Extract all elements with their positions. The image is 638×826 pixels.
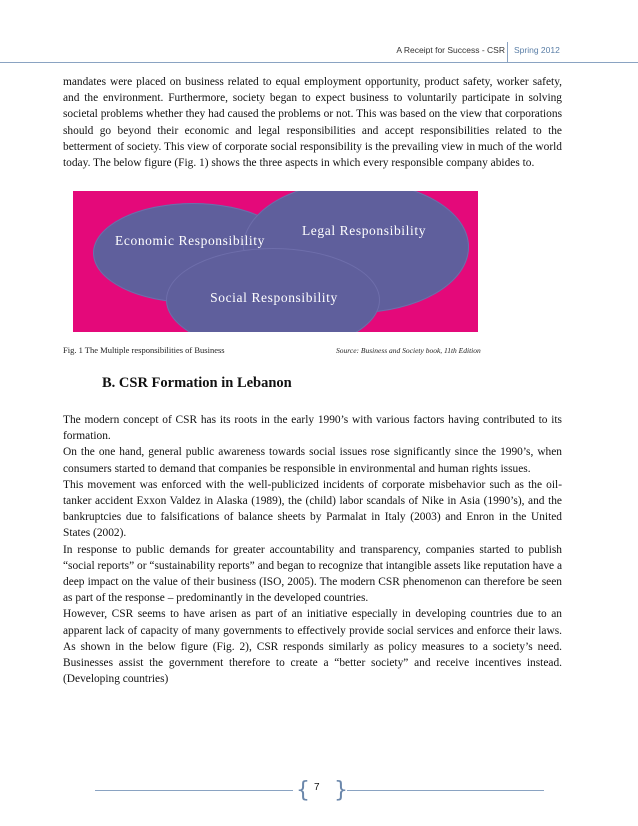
legal-label: Legal Responsibility [301, 223, 427, 238]
paragraph-text: In response to public demands for greater accountability and transparency, companies started to publish “social reports” or “sustainability reports” and began to recognize that intangible assets like reputation have a deep impact on the value of their business (ISO, 2005). The modern CSR phenomenon can therefore be seen as part of the response – predominantly in the developed countries. [63, 543, 562, 605]
body-paragraph-1 [63, 74, 562, 171]
page-number: 7 [314, 782, 320, 793]
social-label: Social Responsibility [210, 290, 338, 305]
header-rule [0, 62, 638, 63]
page-header [0, 42, 638, 60]
responsibilities-figure [73, 191, 478, 332]
header-title: A Receipt for Success - CSR [396, 45, 505, 55]
paragraph-text: This movement was enforced with the well-publicized incidents of corporate misbehavior such as the oil-tanker accident Exxon Valdez in Alaska (1989), the (child) labor scandals of Nike in Asia (1990’s), and the bankruptcies due to falsifications of balance sheets by Parmalat in Italy (2003) and Enron in the United States (2002). [63, 478, 562, 540]
section-heading: B. CSR Formation in Lebanon [102, 375, 292, 391]
footer-brace-left: { [296, 778, 310, 803]
header-season: Spring 2012 [514, 45, 560, 55]
figure-caption: Fig. 1 The Multiple responsibilities of Business [63, 345, 225, 355]
paragraph-text: On the one hand, general public awareness towards social issues rose significantly since the 1990’s, when consumers started to demand that companies be responsible in environmental and human rights issues. [63, 446, 562, 475]
footer-rule-left [95, 790, 293, 791]
header-separator [507, 42, 508, 62]
paragraph-text: The modern concept of CSR has its roots in the early 1990’s with various factors having contributed to its formation. [63, 414, 562, 443]
paragraph-text: However, CSR seems to have arisen as part of an initiative especially in developing countries due to an apparent lack of capacity of many governments to effectively provide social services and enforce their laws. As shown in the below figure (Fig. 2), CSR responds similarly as policy measures to a society’s need. Businesses assist the government therefore to create a “better society” and receive incentives instead. (Developing countries) [63, 608, 562, 686]
footer-brace-right: } [334, 778, 348, 803]
paragraph-text: mandates were placed on business related to equal employment opportunity, product safety, worker safety, and the environment. Furthermore, society began to expect business to voluntarily participate in solving societal problems whether they had caused the problems or not. This was based on the view that corporations should go beyond their economic and legal responsibilities and accept responsibilities related to the betterment of society. This view of corporate social responsibility is the prevailing view in much of the world today. The below figure (Fig. 1) shows the three aspects in which every responsible company abides to. [63, 76, 562, 170]
body-paragraph-2 [63, 412, 562, 687]
figure-source: Source: Business and Society book, 11th Edition [336, 346, 481, 355]
footer-rule-right [347, 790, 544, 791]
economic-label: Economic Responsibility [115, 233, 265, 248]
